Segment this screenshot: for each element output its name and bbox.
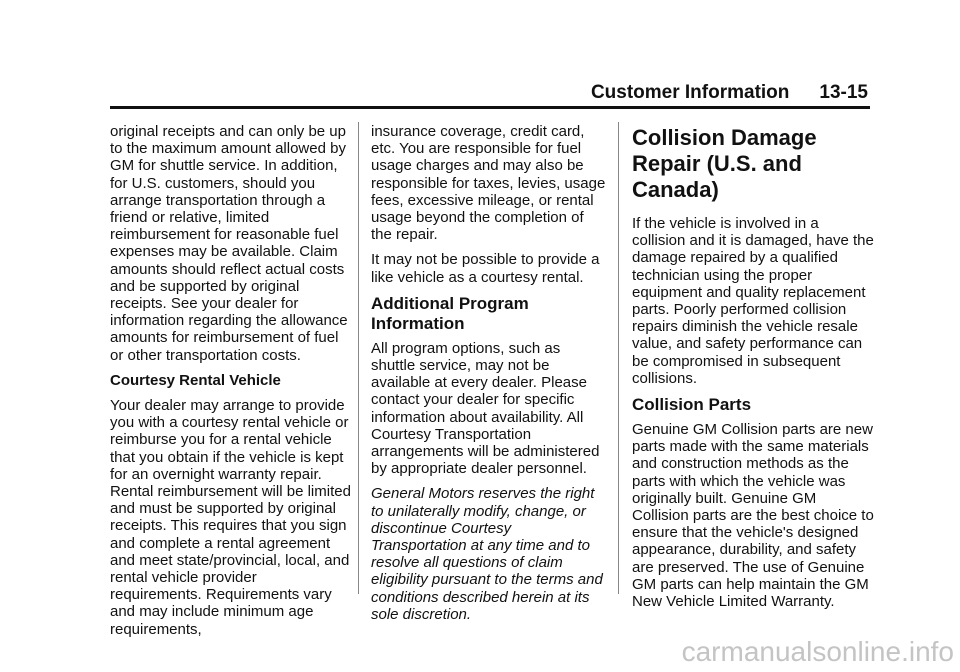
section-title: Customer Information [590,82,790,103]
heading-additional-program: Additional Program Information [371,293,529,333]
watermark: carmanualsonline.info [681,636,954,667]
paragraph: If the vehicle is involved in a collision and it is damaged, have the damage repaired by a qualified technician using the proper equipment and quality replacement parts. Poorly performed collision repairs diminish the vehicle resale value, and safety performance can be compromised in subsequent collisions. [632,215,874,387]
heading-collision-damage-repair: Collision Damage Repair (U.S. and Canada) [632,125,817,202]
paragraph: Genuine GM Collision parts are new parts made with the same materials and construction methods as the parts with which the vehicle was originally built. Genuine GM Collision parts are the best choice to ensure that the vehicle's designed appearance, durability, and safety are preserved. The use of Genuine GM parts can help maintain the GM New Vehicle Limited Warranty. [632,421,874,611]
column-divider [618,122,619,594]
paragraph: original receipts and can only be up to the maximum amount allowed by GM for shuttle service. In addition, for U.S. customers, should you arrange transportation through a friend or relative, limited reimbursement for reasonable fuel expenses may be available. Claim amounts should reflect actual costs and be supported by original receipts. See your dealer for information regarding the allowance amounts for reimbursement of fuel or other transportation costs. [110,123,348,364]
paragraph: insurance coverage, credit card, etc. You are responsible for fuel usage charges and may also be responsible for taxes, levies, usage fees, excessive mileage, or rental usage beyond the completion of the repair. [371,123,606,244]
header-rule [110,106,870,109]
column-3 [632,123,874,618]
subheading-courtesy-rental: Courtesy Rental Vehicle [110,371,281,389]
paragraph: All program options, such as shuttle service, may not be available at every dealer. Please contact your dealer for specific information about availability. All Courtesy Transportation arrangements will be administered by appropriate dealer personnel. [371,339,600,478]
page-number: 13-15 [819,82,868,103]
column-divider [358,122,359,594]
paragraph: Your dealer may arrange to provide you with a courtesy rental vehicle or reimburse you for a rental vehicle that you obtain if the vehicle is kept for an overnight warranty repair. Rental reimbursement will be limited and must be supported by original receipts. This requires that you sign and complete a rental agreement and meet state/provincial, local, and rental vehicle provider requirements. Requirements vary and may include minimum age requirements, [110,397,351,638]
column-1 [110,123,352,646]
page-header [591,82,868,104]
column-2 [371,123,607,631]
italic-paragraph: General Motors reserves the right to unilaterally modify, change, or discontinue Courtesy Transportation at any time and to resolve all questions of claim eligibility pursuant to the terms and conditions described herein at its sole discretion. [371,485,603,623]
paragraph: It may not be possible to provide a like vehicle as a courtesy rental. [371,251,600,286]
heading-collision-parts: Collision Parts [632,395,752,415]
